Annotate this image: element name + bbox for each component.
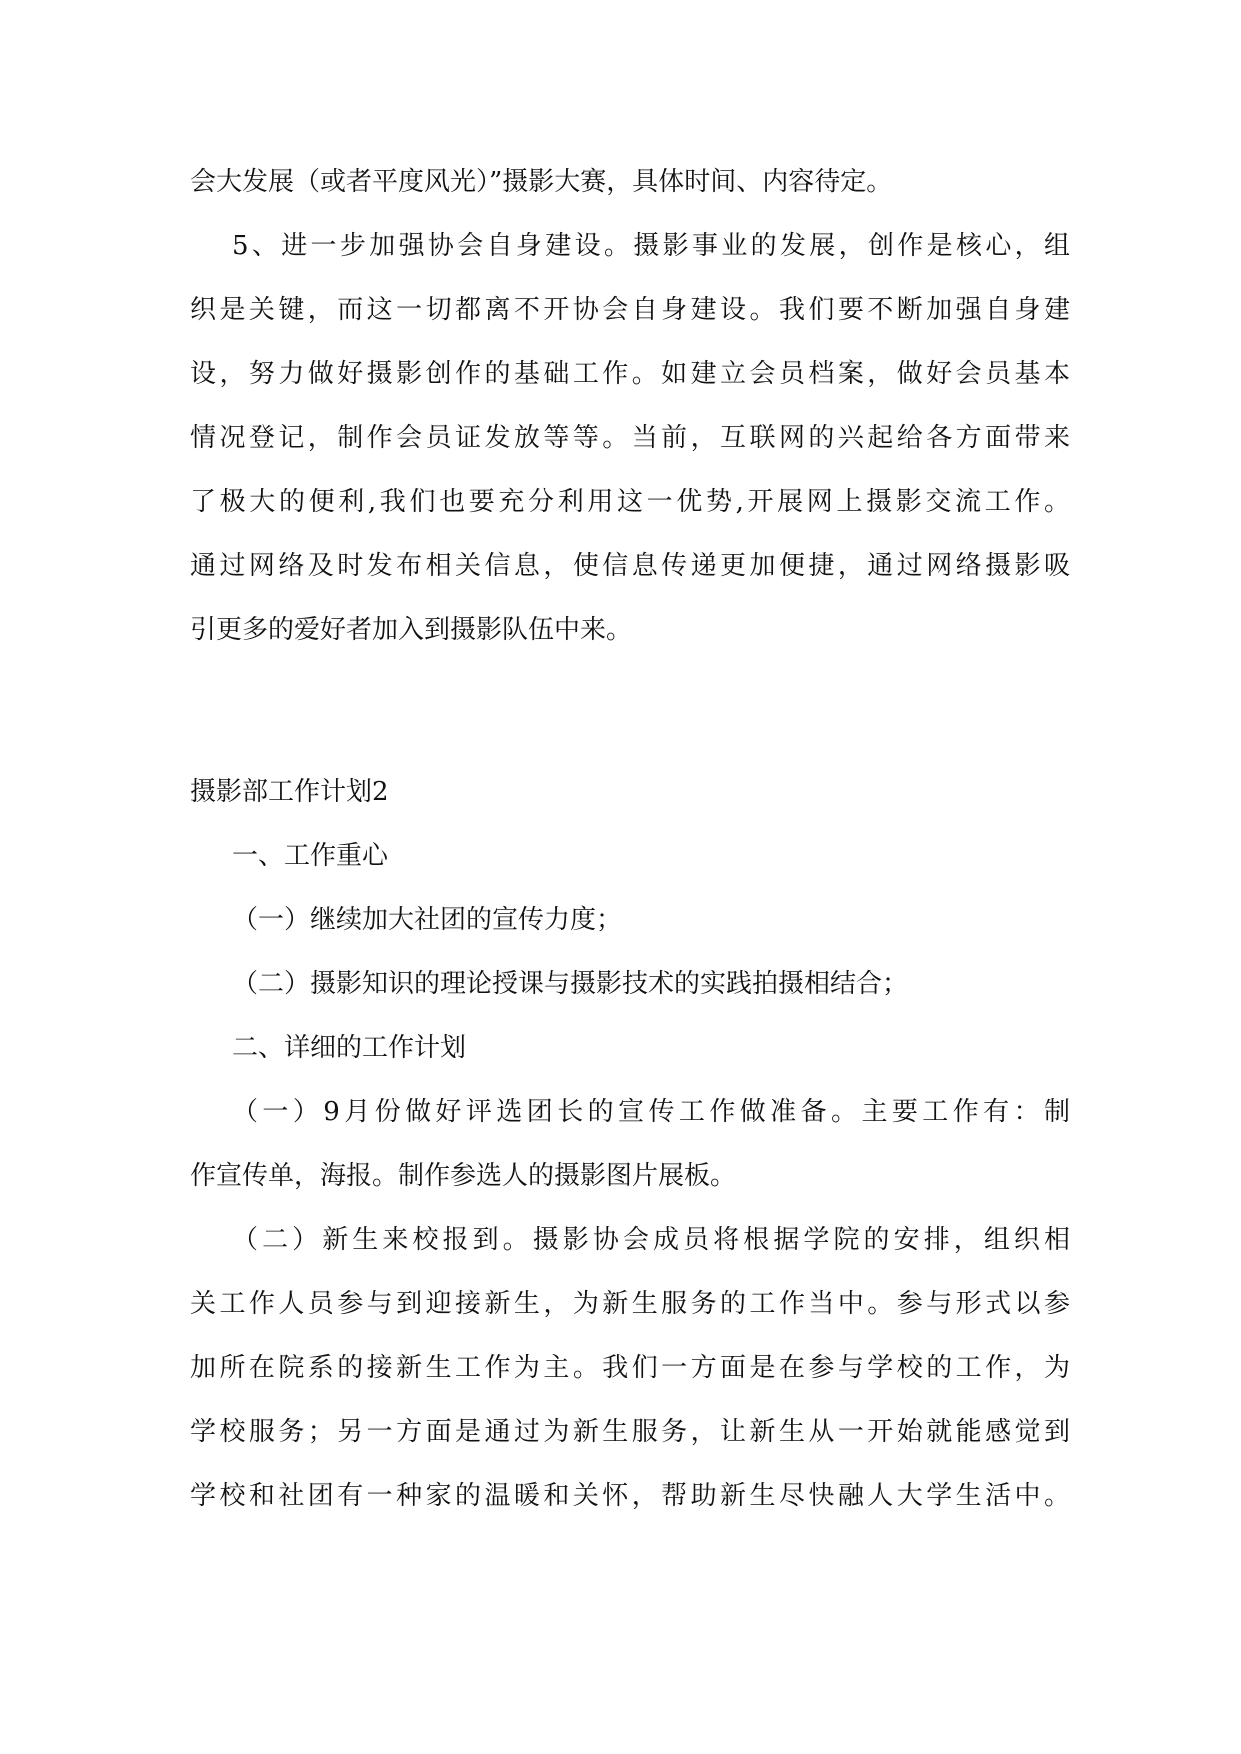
heading-detailed-plan: 二、详细的工作计划	[232, 1033, 467, 1063]
paragraph-line: 引更多的爱好者加入到摄影队伍中来。	[190, 615, 633, 645]
paragraph-line: 了极大的便利,我们也要充分利用这一优势,开展网上摄影交流工作。	[190, 487, 1070, 517]
paragraph-line: （一）9月份做好评选团长的宣传工作做准备。主要工作有：制	[232, 1097, 1070, 1127]
section-continuation	[190, 150, 1070, 662]
paragraph-line: 情况登记，制作会员证发放等等。当前，互联网的兴起给各方面带来	[190, 423, 1070, 453]
section-plan-2	[190, 760, 1070, 1528]
paragraph-line: 学校和社团有一种家的温暖和关怀，帮助新生尽快融人大学生活中。	[190, 1481, 1070, 1511]
paragraph-line: 通过网络及时发布相关信息，使信息传递更加便捷，通过网络摄影吸	[190, 551, 1070, 581]
paragraph-line: 5、进一步加强协会自身建设。摄影事业的发展，创作是核心，组	[232, 231, 1070, 261]
paragraph-line: （二）新生来校报到。摄影协会成员将根据学院的安排，组织相	[232, 1225, 1070, 1255]
list-item: （一）继续加大社团的宣传力度；	[232, 905, 623, 935]
paragraph-line: 加所在院系的接新生工作为主。我们一方面是在参与学校的工作，为	[190, 1353, 1070, 1383]
list-item: （二）摄影知识的理论授课与摄影技术的实践拍摄相结合；	[232, 969, 909, 999]
paragraph-line: 设，努力做好摄影创作的基础工作。如建立会员档案，做好会员基本	[190, 359, 1070, 389]
paragraph-line: 学校服务；另一方面是通过为新生服务，让新生从一开始就能感觉到	[190, 1417, 1070, 1447]
heading-work-focus: 一、工作重心	[232, 841, 389, 871]
section-title: 摄影部工作计划2	[190, 777, 389, 807]
paragraph-line: 会大发展（或者平度风光）”摄影大赛，具体时间、内容待定。	[190, 167, 893, 197]
paragraph-line: 作宣传单，海报。制作参选人的摄影图片展板。	[190, 1161, 737, 1191]
paragraph-line: 关工作人员参与到迎接新生，为新生服务的工作当中。参与形式以参	[190, 1289, 1070, 1319]
paragraph-line: 织是关键，而这一切都离不开协会自身建设。我们要不断加强自身建	[190, 295, 1070, 325]
